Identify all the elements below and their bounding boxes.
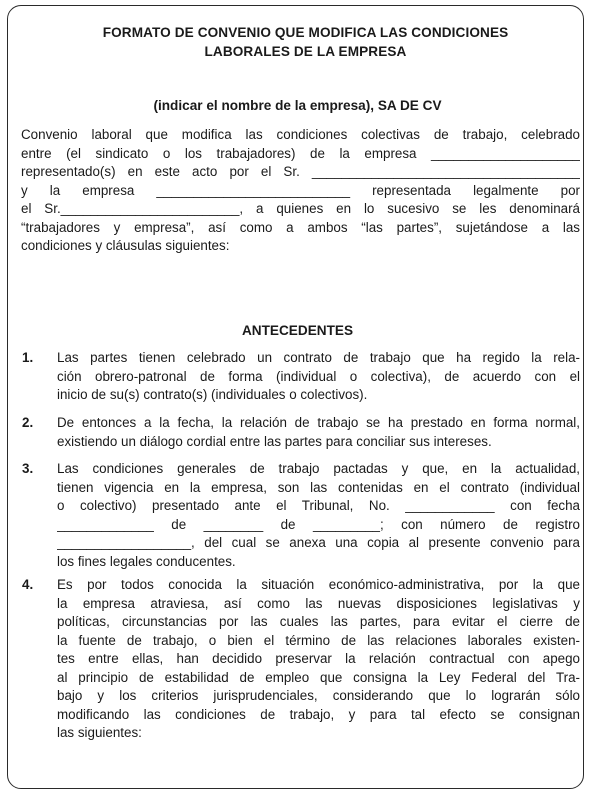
item-line: tes entre ellas, han decidido preservar la relación contractual con apego xyxy=(57,651,580,666)
intro-line: Convenio laboral que modifica las condiciones colectivas de trabajo, celebrado xyxy=(21,127,580,142)
document-title-line-1: FORMATO DE CONVENIO QUE MODIFICA LAS CONDICIONES xyxy=(102,25,509,40)
item-line: _____________ de ________ de _________; con número de registro xyxy=(57,516,580,532)
intro-line: y la empresa __________________________ representada legalmente por xyxy=(21,182,580,198)
antecedentes-heading: ANTECEDENTES xyxy=(241,323,354,338)
item-number-4: 4. xyxy=(22,577,34,592)
item-line: existiendo un diálogo cordial entre las partes para conciliar sus intereses. xyxy=(57,433,492,449)
item-line: políticas, circunstancias por las cuales las partes, para evitar el cierre de xyxy=(57,614,580,629)
intro-line: el Sr.________________________, a quienes en lo sucesivo se les denominará xyxy=(21,201,580,216)
item-line: la empresa atraviesa, así como las nuevas disposiciones legislativas y xyxy=(57,595,580,611)
item-line: Las condiciones generales de trabajo pactadas y que, en la actualidad, xyxy=(57,461,580,476)
item-line: __________________, del cual se anexa una copia al presente convenio para xyxy=(57,535,580,550)
item-line: modificando las condiciones de trabajo, y para tal efecto se consignan xyxy=(57,706,580,722)
item-line: De entonces a la fecha, la relación de trabajo se ha prestado en forma normal, xyxy=(57,415,580,430)
item-body-3 xyxy=(57,460,580,571)
intro-paragraph xyxy=(21,126,580,256)
item-body-1 xyxy=(57,349,580,405)
item-line: al principio de estabilidad de empleo que consigna la Ley Federal del Tra- xyxy=(57,669,580,685)
item-line: las siguientes: xyxy=(57,725,142,740)
item-line: inicio de su(s) contrato(s) (individuales o colectivos). xyxy=(57,387,368,402)
intro-line: entre (el sindicato o los trabajadores) de la empresa ____________________ xyxy=(21,145,580,161)
item-line: Es por todos conocida la situación económico-administrativa, por la que xyxy=(57,577,580,592)
item-line: la fuente de trabajo, o bien el término de las relaciones laborales existen- xyxy=(57,632,580,648)
item-line: o colectivo) presentado ante el Tribunal, No. ____________ con fecha xyxy=(57,498,580,513)
intro-line: condiciones y cláusulas siguientes: xyxy=(21,238,230,253)
item-number-3: 3. xyxy=(22,461,34,476)
intro-line: “trabajadores y empresa”, así como a ambos “las partes”, sujetándose a las xyxy=(21,219,580,235)
item-line: bajo y los criterios jurisprudenciales, considerando que lo lograrán sólo xyxy=(57,688,580,703)
item-body-2 xyxy=(57,414,580,451)
intro-line: representado(s) en este acto por el Sr. ____________________________________ xyxy=(21,164,580,179)
item-line: tienen vigencia en la empresa, son las contenidas en el contrato (individual xyxy=(57,479,580,495)
company-name-line: (indicar el nombre de la empresa), SA DE CV xyxy=(153,98,442,113)
document-title xyxy=(28,23,583,61)
item-number-2: 2. xyxy=(22,415,34,430)
document-title-line-2: LABORALES DE LA EMPRESA xyxy=(204,44,407,59)
item-body-4 xyxy=(57,576,580,743)
item-line: Las partes tienen celebrado un contrato de trabajo que ha regido la rela- xyxy=(57,350,580,365)
item-line: ción obrero-patronal de forma (individual o colectiva), de acuerdo con el xyxy=(57,368,580,384)
item-line: los fines legales conducentes. xyxy=(57,553,236,569)
item-number-1: 1. xyxy=(22,350,34,365)
